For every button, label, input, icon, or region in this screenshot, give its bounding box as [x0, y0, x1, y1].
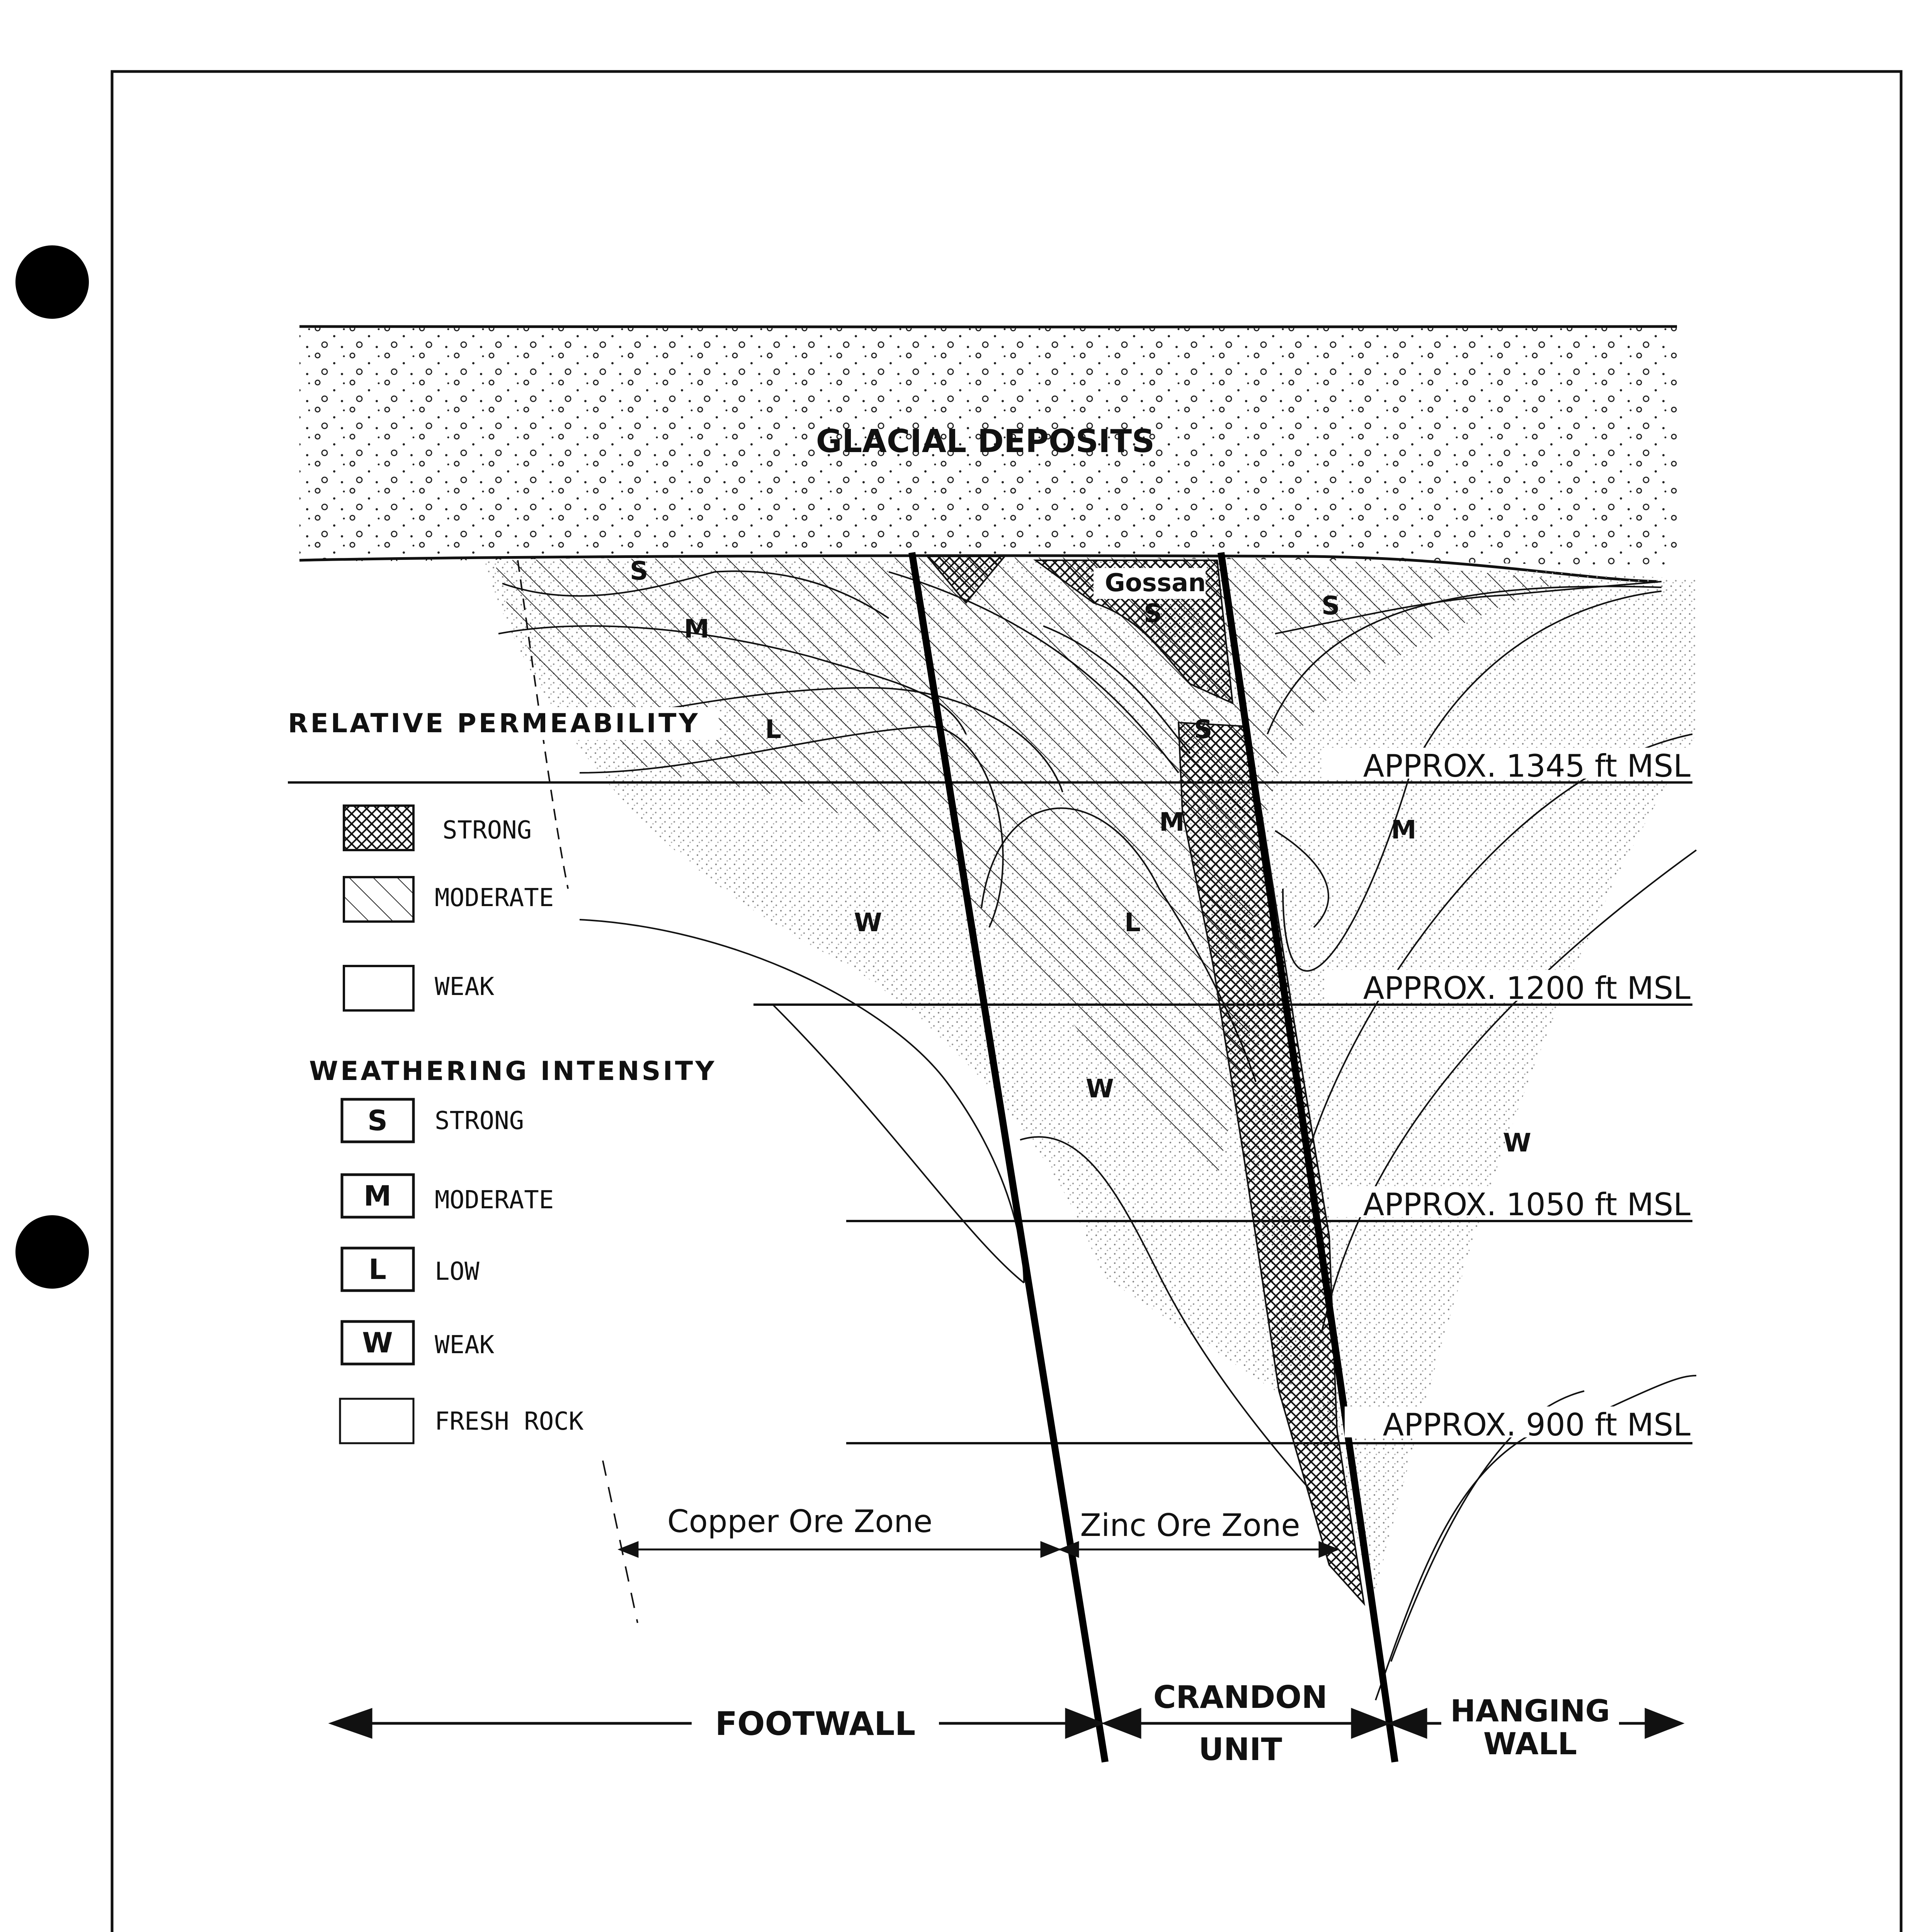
gossan-label: Gossan	[1105, 569, 1206, 597]
zone-letter-w2: W	[1086, 1074, 1114, 1104]
copper-ore-zone-label: Copper Ore Zone	[667, 1503, 933, 1539]
zone-letter-w3: W	[1503, 1128, 1531, 1158]
glacial-top-contact	[299, 325, 1677, 328]
zone-letter-w1: W	[854, 908, 882, 937]
legend-key-fresh-box	[340, 1399, 413, 1443]
zone-letter-m3: M	[1391, 815, 1417, 845]
zinc-ore-zone-label: Zinc Ore Zone	[1080, 1507, 1300, 1543]
legend-key-s: S	[367, 1104, 388, 1137]
legend-weathering-fresh-rock: FRESH ROCK	[435, 1407, 584, 1436]
elevation-label-1200: APPROX. 1200 ft MSL	[1363, 970, 1690, 1006]
zone-letter-s2: S	[1144, 599, 1162, 628]
zone-letter-m2: M	[1159, 807, 1185, 837]
elevation-label-900: APPROX. 900 ft MSL	[1383, 1407, 1690, 1443]
zone-letter-s1: S	[630, 556, 648, 586]
left-dashed-boundary	[603, 1461, 638, 1623]
binder-hole-top	[15, 245, 89, 319]
zone-letter-l2: L	[1124, 908, 1141, 937]
legend-key-m: M	[364, 1180, 391, 1212]
legend-weathering-weak: WEAK	[435, 1331, 495, 1359]
binder-hole-middle	[15, 1215, 89, 1289]
hanging-wall-label-2: WALL	[1483, 1727, 1577, 1762]
legend-key-w: W	[362, 1327, 393, 1359]
zone-letter-s3: S	[1194, 714, 1213, 744]
zone-letter-m1: M	[684, 614, 709, 644]
permeability-legend-title: RELATIVE PERMEABILITY	[288, 708, 700, 739]
crandon-unit-label-2: UNIT	[1198, 1731, 1282, 1767]
legend-perm-moderate: MODERATE	[435, 884, 554, 912]
legend-perm-weak: WEAK	[435, 973, 495, 1001]
legend-swatch-strong	[344, 806, 413, 850]
legend-key-l: L	[369, 1253, 386, 1286]
legend-swatch-moderate	[344, 877, 413, 922]
hanging-wall-label-1: HANGING	[1450, 1694, 1610, 1729]
ore-zone-arrows	[620, 1543, 1337, 1556]
glacial-deposits-label: GLACIAL DEPOSITS	[816, 423, 1155, 460]
footwall-label: FOOTWALL	[715, 1705, 916, 1743]
zone-letter-s4: S	[1321, 591, 1340, 621]
legend-perm-strong: STRONG	[442, 816, 532, 845]
legend-swatch-weak	[344, 966, 413, 1010]
legend-weathering-moderate: MODERATE	[435, 1186, 554, 1214]
zone-letter-l1: L	[765, 714, 782, 744]
weathering-legend-title: WEATHERING INTENSITY	[309, 1056, 717, 1087]
legend-weathering-low: LOW	[435, 1257, 480, 1286]
legend-weathering-strong: STRONG	[435, 1107, 524, 1135]
crandon-unit-label-1: CRANDON	[1153, 1679, 1328, 1715]
elevation-label-1050: APPROX. 1050 ft MSL	[1363, 1187, 1690, 1223]
elevation-label-1345: APPROX. 1345 ft MSL	[1363, 748, 1690, 784]
